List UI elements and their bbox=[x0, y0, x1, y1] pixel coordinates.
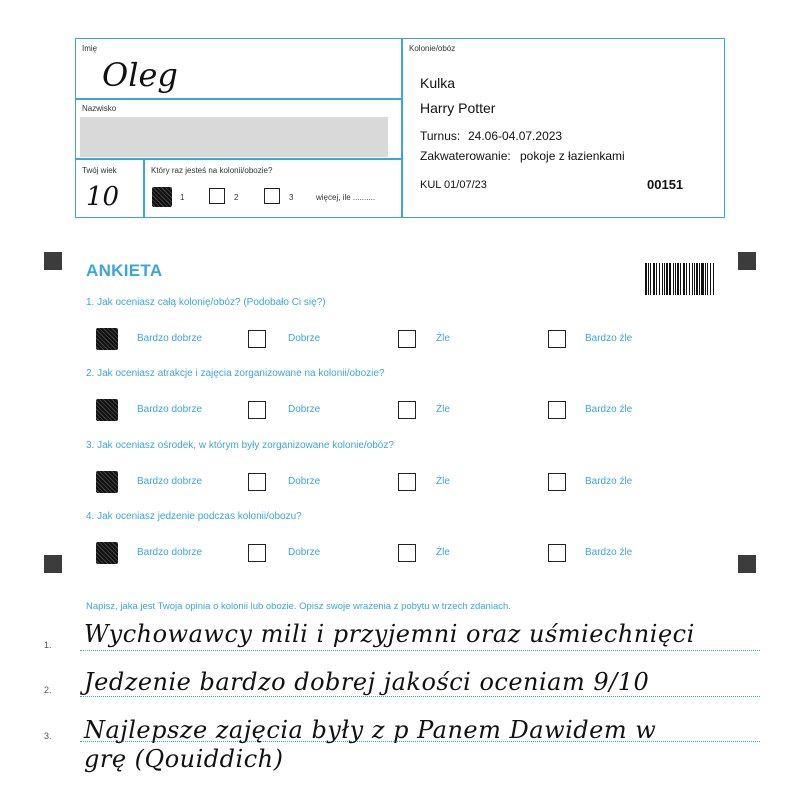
q1-option-label-4: Bardzo źle bbox=[585, 333, 633, 344]
times-checkbox-1[interactable] bbox=[154, 189, 170, 205]
barcode-bar bbox=[705, 263, 706, 295]
barcode-bar bbox=[710, 263, 712, 295]
q2-option-label-3: Źle bbox=[436, 404, 450, 415]
registration-marker-top-left bbox=[44, 252, 62, 270]
q1-checkbox-2[interactable] bbox=[248, 330, 266, 348]
times-option-1: 1 bbox=[180, 193, 185, 202]
q1-checkbox-3[interactable] bbox=[398, 330, 416, 348]
opinion-prompt: Napisz, jaka jest Twoja opinia o kolonii lub obozie. Opisz swoje wrażenia z pobytu w trzech zdaniach. bbox=[86, 601, 511, 612]
q4-checkbox-3[interactable] bbox=[398, 544, 416, 562]
line-number-1: 1. bbox=[44, 640, 52, 650]
q4-option-label-4: Bardzo źle bbox=[585, 547, 633, 558]
q2-checkbox-1[interactable] bbox=[98, 401, 116, 419]
answer-line-1 bbox=[80, 650, 760, 651]
barcode-bar bbox=[689, 263, 691, 295]
times-checkbox-3[interactable] bbox=[264, 188, 280, 204]
barcode-bar bbox=[694, 263, 695, 295]
turnus-label: Turnus: bbox=[420, 129, 461, 143]
line-number-3: 3. bbox=[44, 731, 52, 741]
q4-checkbox-1[interactable] bbox=[98, 544, 116, 562]
q1-checkbox-1[interactable] bbox=[98, 330, 116, 348]
q1-option-label-2: Dobrze bbox=[288, 333, 321, 344]
times-option-3: 3 bbox=[289, 193, 294, 202]
answer-1: Wychowawcy mili i przyjemni oraz uśmiechnięci bbox=[84, 620, 695, 648]
times-option-2: 2 bbox=[234, 193, 239, 202]
registration-marker-bottom-left bbox=[44, 555, 62, 573]
turnus-value: 24.06-04.07.2023 bbox=[468, 129, 563, 143]
barcode-bar bbox=[650, 263, 651, 295]
barcode-bar bbox=[699, 263, 700, 295]
barcode-bar bbox=[675, 263, 676, 295]
barcode-bar bbox=[680, 263, 681, 295]
answer-3: Najlepsze zajęcia były z p Panem Dawidem w bbox=[84, 716, 657, 744]
barcode-bar bbox=[701, 263, 703, 295]
barcode-bar bbox=[666, 263, 668, 295]
times-checkbox-2[interactable] bbox=[209, 188, 225, 204]
answer-line-2 bbox=[80, 696, 760, 697]
barcode-bar bbox=[696, 263, 698, 295]
camp-place: Kulka bbox=[420, 75, 456, 91]
question-3: 3. Jak oceniasz ośrodek, w którym były zorganizowane kolonie/obóz? bbox=[86, 440, 394, 451]
q2-checkbox-4[interactable] bbox=[548, 401, 566, 419]
barcode-bar bbox=[664, 263, 665, 295]
q2-option-label-2: Dobrze bbox=[288, 404, 321, 415]
q2-option-label-1: Bardzo dobrze bbox=[137, 404, 203, 415]
q4-option-label-3: Źle bbox=[436, 547, 450, 558]
barcode-bar bbox=[686, 263, 687, 295]
q4-option-label-1: Bardzo dobrze bbox=[137, 547, 203, 558]
line-number-2: 2. bbox=[44, 685, 52, 695]
barcode-bar bbox=[662, 263, 663, 295]
barcode-bar bbox=[673, 263, 674, 295]
q4-option-label-2: Dobrze bbox=[288, 547, 321, 558]
q1-option-label-1: Bardzo dobrze bbox=[137, 333, 203, 344]
q3-option-label-1: Bardzo dobrze bbox=[137, 476, 203, 487]
answer-3-continued: grę (Qouiddich) bbox=[84, 745, 284, 773]
age-value: 10 bbox=[86, 182, 120, 212]
accommodation-value: pokoje z łazienkami bbox=[520, 149, 625, 163]
surname-redacted bbox=[80, 117, 388, 157]
age-label: Twój wiek bbox=[82, 166, 117, 175]
answer-2: Jedzenie bardzo dobrej jakości oceniam 9/10 bbox=[84, 668, 650, 696]
barcode-bar bbox=[713, 263, 714, 295]
barcode-bar bbox=[683, 263, 685, 295]
barcode-bar bbox=[659, 263, 661, 295]
barcode-bar bbox=[653, 263, 655, 295]
barcode-bar bbox=[656, 263, 657, 295]
q2-checkbox-2[interactable] bbox=[248, 401, 266, 419]
q1-option-label-3: Źle bbox=[436, 333, 450, 344]
q3-checkbox-2[interactable] bbox=[248, 473, 266, 491]
barcode-bar bbox=[645, 263, 647, 295]
q3-option-label-3: Źle bbox=[436, 476, 450, 487]
barcode-bar bbox=[648, 263, 649, 295]
times-more-label: więcej, ile .......... bbox=[316, 193, 376, 202]
accommodation-label: Zakwaterowanie: bbox=[420, 149, 511, 163]
name-value: Oleg bbox=[102, 56, 178, 94]
barcode-bar bbox=[692, 263, 693, 295]
q3-option-label-4: Bardzo źle bbox=[585, 476, 633, 487]
survey-title: ANKIETA bbox=[86, 261, 163, 280]
barcode bbox=[645, 263, 715, 295]
registration-marker-bottom-right bbox=[738, 555, 756, 573]
question-2: 2. Jak oceniasz atrakcje i zajęcia zorganizowane na kolonii/obozie? bbox=[86, 368, 385, 379]
q1-checkbox-4[interactable] bbox=[548, 330, 566, 348]
question-4: 4. Jak oceniasz jedzenie podczas kolonii/obozu? bbox=[86, 511, 302, 522]
q4-checkbox-4[interactable] bbox=[548, 544, 566, 562]
camp-code: KUL 01/07/23 bbox=[420, 179, 487, 191]
camp-theme: Harry Potter bbox=[420, 100, 496, 116]
q3-checkbox-3[interactable] bbox=[398, 473, 416, 491]
barcode-bar bbox=[669, 263, 671, 295]
barcode-bar bbox=[707, 263, 708, 295]
header-divider-vertical bbox=[401, 38, 403, 218]
header-divider-age bbox=[143, 158, 145, 218]
q2-checkbox-3[interactable] bbox=[398, 401, 416, 419]
times-label: Który raz jesteś na kolonii/obozie? bbox=[151, 166, 273, 175]
q3-checkbox-4[interactable] bbox=[548, 473, 566, 491]
camp-label: Kolonie/obóz bbox=[409, 44, 456, 53]
form-number: 00151 bbox=[647, 177, 684, 192]
header-divider-name bbox=[75, 98, 401, 100]
surname-label: Nazwisko bbox=[82, 104, 117, 113]
q2-option-label-4: Bardzo źle bbox=[585, 404, 633, 415]
question-1: 1. Jak oceniasz całą kolonię/obóz? (Podobało Ci się?) bbox=[86, 297, 326, 308]
q4-checkbox-2[interactable] bbox=[248, 544, 266, 562]
header-divider-surname bbox=[75, 158, 401, 160]
name-label: Imię bbox=[82, 44, 98, 53]
registration-marker-top-right bbox=[738, 252, 756, 270]
barcode-bar bbox=[677, 263, 679, 295]
q3-option-label-2: Dobrze bbox=[288, 476, 321, 487]
q3-checkbox-1[interactable] bbox=[98, 473, 116, 491]
